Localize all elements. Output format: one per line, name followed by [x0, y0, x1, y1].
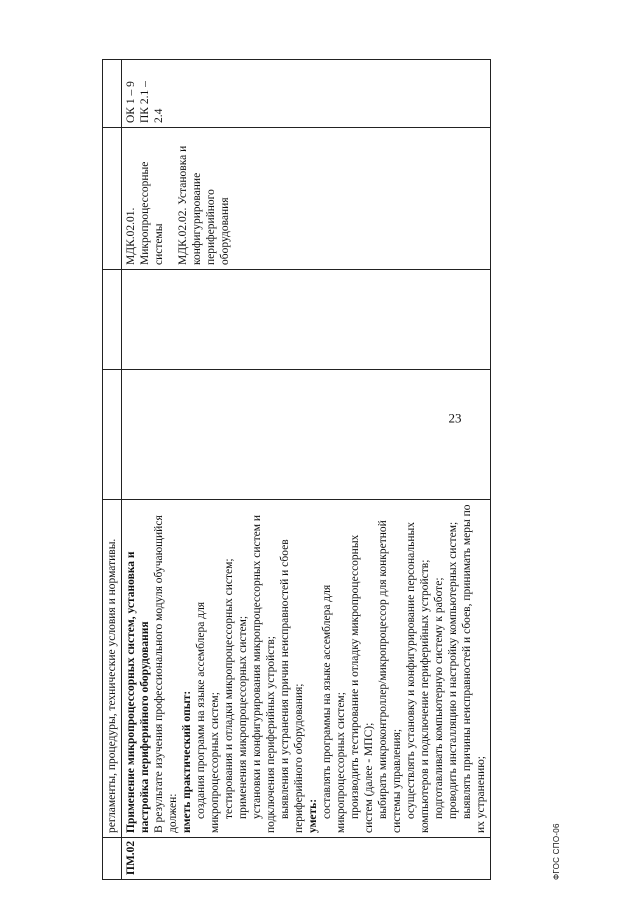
page-number: 23: [448, 410, 462, 426]
top-mdk-cell: [103, 128, 122, 270]
skill-item: проводить инсталляцию и настройку компьютерных систем;: [447, 521, 459, 819]
top-text-cell: регламенты, процедуры, технические условия и нормативы.: [103, 500, 122, 838]
table-row-pm02: [122, 60, 491, 880]
top-hours2-cell: [103, 270, 122, 370]
pm-content-cell: [122, 500, 491, 838]
top-comp-cell: [103, 60, 122, 128]
mdk-item: МДК.02.01. Микропроцессорные системы: [125, 161, 165, 265]
skill-item: составлять программы на языке ассемблера для микропроцессорных систем;: [321, 584, 347, 833]
table-row-top: [103, 60, 122, 880]
pm-hours2-cell: [122, 270, 491, 370]
top-hours-cell: [103, 370, 122, 500]
curriculum-table: [102, 59, 491, 880]
experience-item: создания программ на языке ассемблера для микропроцессорных систем;: [195, 601, 221, 833]
pm-mdk-cell: [122, 128, 491, 270]
mdk-item: МДК.02.02. Установка и конфигурирование периферийного оборудования: [177, 145, 231, 265]
skill-item: осуществлять установку и конфигурирование персональных компьютеров и подключение периферийных устройств;: [405, 522, 431, 833]
experience-heading: иметь практический опыт:: [181, 690, 193, 833]
experience-item: применения микропроцессорных систем;: [237, 615, 249, 819]
skill-item: производить тестирование и отладку микропроцессорных систем (далее - МПС);: [349, 534, 375, 833]
experience-item: выявления и устранения причин неисправностей и сбоев периферийного оборудования;: [279, 539, 305, 833]
pm-hours-cell: [122, 370, 491, 500]
pm-title: Применение микропроцессорных систем, установка и настройка периферийного оборудования: [125, 551, 151, 833]
skill-item: выявлять причины неисправностей и сбоев, принимать меры по их устранению;: [461, 504, 487, 833]
skill-item: подготавливать компьютерную систему к работе;: [433, 577, 445, 819]
competency-item: ОК 1 – 9: [125, 81, 137, 123]
pm-code: ПМ.02: [122, 838, 491, 880]
rotated-page: [52, 50, 572, 880]
experience-item: установки и конфигурирования микропроцессорных систем и подключения периферийных устройств;: [251, 514, 277, 833]
pm-competencies-cell: [122, 60, 491, 128]
competency-item: ПК 2.1 – 2.4: [139, 81, 165, 123]
experience-item: тестирования и отладки микропроцессорных систем;: [223, 558, 235, 819]
footer-label: ФГОС СПО-06: [552, 823, 561, 880]
skills-heading: уметь:: [307, 798, 319, 833]
skill-item: выбирать микроконтроллер/микропроцессор для конкретной системы управления;: [377, 520, 403, 833]
top-code-cell: [103, 838, 122, 880]
pm-intro: В результате изучения профессионального модуля обучающийся должен:: [153, 515, 179, 833]
